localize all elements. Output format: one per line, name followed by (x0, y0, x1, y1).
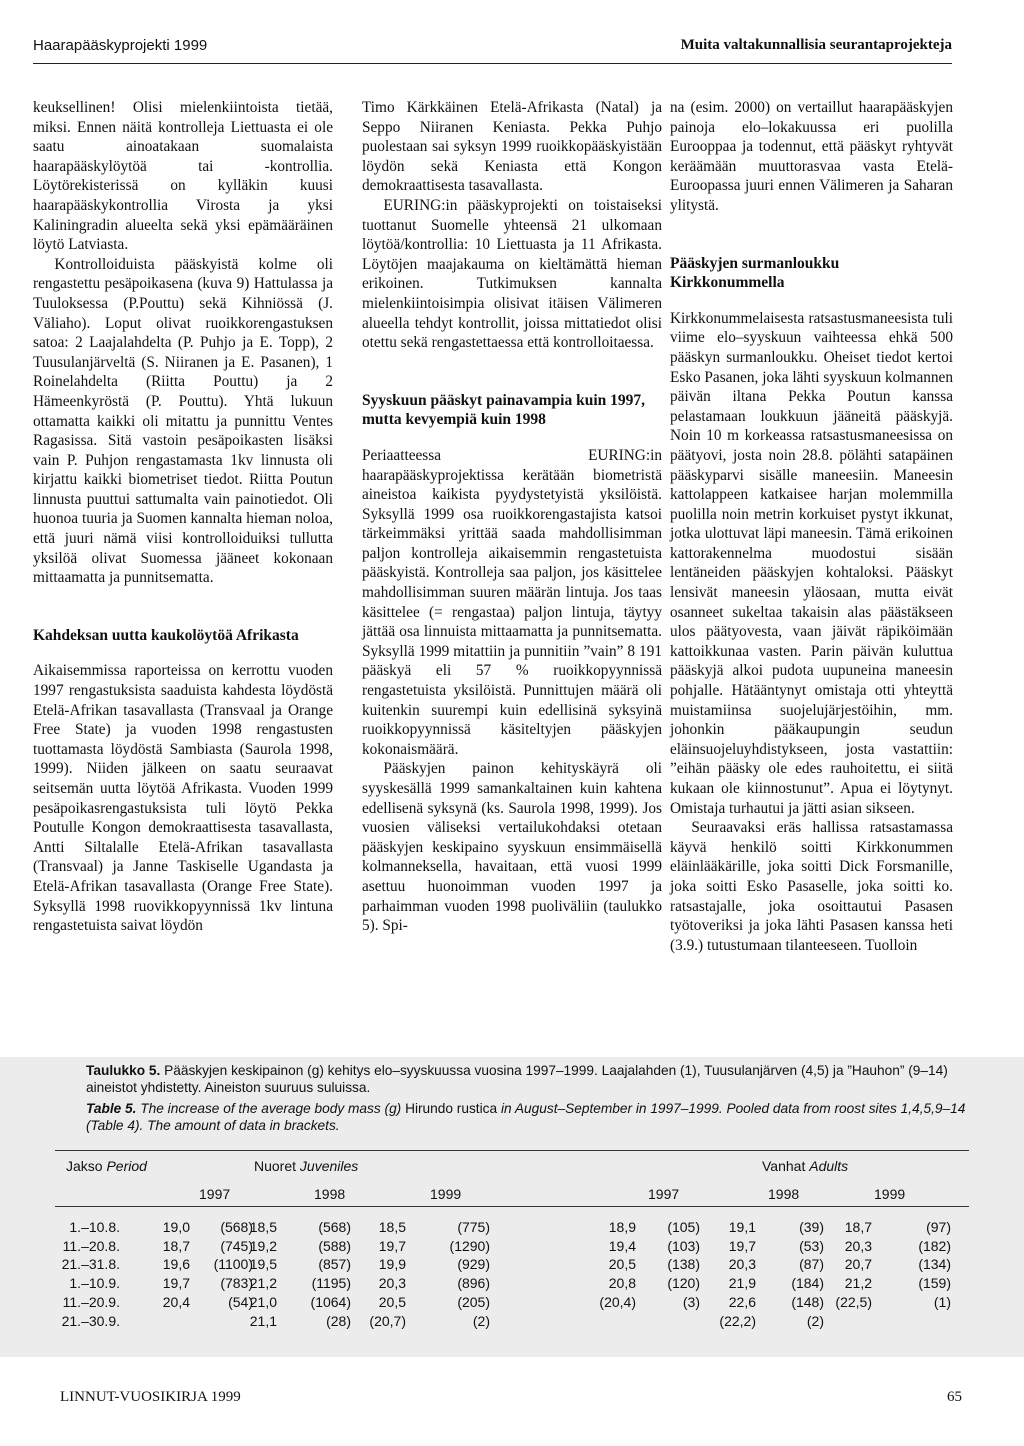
table-cell-count: (87) (799, 1256, 824, 1273)
paragraph: Kirkkonummelaisesta ratsastusmaneesista tuli viime elo–syyskuun vaihteessa ehkä 500 pääskyn surmanloukku. Oheiset tiedot kertoi Esko Pasanen, joka lähti syyskuun kolmannen päivän iltana Pekka Poutun kanssa pelastamaan loukkuun jääneitä pääskyjä. Noin 10 m korkeassa ratsastusmaneesissa on päätyovi, josta noin 28.8. pölähti satapäinen pääskyparvi sisälle maneesiin. Maneesin kattolappeen katkaisee harjan molemmilla puolilla noin metrin korkuiset pystyt ikkunat, jotka ulottuvat läpi maneesin. Tämä erikoinen kattorakennelma muodostui sisään lentäneiden pääskyjen kohtaloksi. Pääskyt lensivät maneesin yläosaan, mutta eivät osanneet sukeltaa takaisin alas päästäkseen ulos päätyovesta, vaan jäivät räpiköimään kattoikkunaa vasten. Parin päivän kuluttua pääskyjä alkoi pudota uupuneina maneesin pohjalle. Hätääntynyt omistaja otti yhteyttä muistamiinsa suojelujärjestöihin, mm. johonkin pääkaupungin seudun eläinsuojeluyhdistykseen, josta vastattiin: ”eihän pääsky ole edes rauhoitettu, ei siitä kukaan ole kiinnostunut”. Apua ei löytynyt. Omistaja turhautui ja jätti asian sikseen. (670, 309, 953, 817)
table-cell-mass: 18,5 (249, 1219, 277, 1235)
table-cell-count: (97) (926, 1219, 951, 1235)
header-year: 1998 (768, 1186, 800, 1202)
text-column-2 (362, 98, 662, 936)
table-cell-mass: 19,7 (728, 1237, 756, 1254)
header-period-fi: Jakso (66, 1158, 103, 1174)
table-cell-mass: 19,0 (162, 1219, 190, 1235)
table-cell-mass: (22,2) (719, 1312, 756, 1329)
text-column-1 (33, 98, 333, 936)
table-cell-count: (857) (318, 1256, 351, 1273)
table-cell-mass: 21,9 (728, 1275, 756, 1292)
table-cell-mass: 21,1 (249, 1312, 277, 1329)
header-year: 1999 (874, 1186, 906, 1202)
table-caption-english (86, 1100, 966, 1134)
table-cell-mass: 19,2 (249, 1237, 277, 1254)
table-cell-count: (929) (457, 1256, 490, 1273)
table-cell-mass: 20,3 (844, 1237, 872, 1254)
table-cell-count: (588) (318, 1237, 351, 1254)
header-juveniles-en: Juveniles (299, 1158, 359, 1174)
header-rule (33, 63, 952, 64)
table-cell-period: 11.–20.9. (62, 1293, 120, 1310)
table-cell-count: (54) (228, 1293, 253, 1310)
table-cell-mass: 18,9 (608, 1219, 636, 1235)
table-cell-count: (775) (457, 1219, 490, 1235)
table-cell-mass: 21,2 (249, 1275, 277, 1292)
running-header-right: Muita valtakunnallisia seurantaprojekteja (680, 37, 952, 53)
table-cell-count: (205) (457, 1293, 490, 1310)
table-cell-mass: 19,4 (608, 1237, 636, 1254)
paragraph: EURING:in pääskyprojekti on toistaiseksi tuottanut Suomelle yhteensä 21 ulkomaan löytöä/kontrollia: 10 Liettuasta ja 11 Afrikasta. Löytöjen maajakauma on kieltämättä hieman erikoinen. Tutkimuksen kannalta mielenkiintoisimpia olisivat itäisen Välimeren alueella tehdyt kontrollit, joissa mittatiedot olisi otettu sekä rengastettaessa että kontrolloitaessa. (362, 196, 662, 352)
header-year: 1999 (430, 1186, 462, 1202)
header-juveniles (254, 1158, 358, 1174)
page-number: 65 (947, 1389, 962, 1405)
table-cell-period: 21.–31.8. (61, 1256, 120, 1273)
table-cell-mass: 20,8 (608, 1275, 636, 1292)
header-year: 1997 (199, 1186, 231, 1202)
table-cell-mass: 18,5 (378, 1219, 406, 1235)
table-cell-mass: 20,3 (728, 1256, 756, 1273)
footer-journal: LINNUT-VUOSIKIRJA 1999 (60, 1389, 241, 1405)
section-heading: Pääskyjen surmanloukku Kirkkonummella (670, 254, 840, 292)
paragraph: Pääskyjen painon kehityskäyrä oli syyskesällä 1999 samankaltainen kuin kahtena edellisenä syksynä (ks. Saurola 1998, 1999). Jos vuosien väliseksi vertailukohdaksi otetaan pääskyjen keskipaino syyskuun ensimmäisellä kolmanneksella, havaitaan, että vuosi 1999 asettuu huonoimman vuoden 1997 ja parhaimman vuoden 1998 puoliväliin (taulukko 5). Spi- (362, 760, 662, 935)
table-cell-count: (105) (667, 1219, 700, 1235)
table-cell-count: (148) (791, 1293, 824, 1310)
table-cell-mass: 21,2 (844, 1275, 872, 1292)
paragraph: na (esim. 2000) on vertaillut haarapääskyjen painoja elo–lokakuussa eri puolilla Eurooppaa ja todennut, että pääskyt ryhtyvät keräämään muuttorasvaa vasta Etelä-Euroopassa juuri ennen Välimeren ja Saharan ylitystä. (670, 99, 953, 214)
header-period (66, 1158, 147, 1174)
text-column-3 (670, 98, 953, 955)
table-cell-period: 11.–20.8. (62, 1237, 120, 1254)
table-cell-period: 1.–10.8. (69, 1219, 120, 1235)
table-cell-count: (2) (806, 1312, 824, 1329)
header-adults-en: Adults (809, 1158, 849, 1174)
table-cell-mass: 19,1 (728, 1219, 756, 1235)
table-cell-mass: 18,7 (162, 1237, 190, 1254)
table-cell-count: (568) (220, 1219, 253, 1235)
table-cell-count: (568) (318, 1219, 351, 1235)
header-period-en: Period (106, 1158, 147, 1174)
table-top-rule (55, 1150, 969, 1151)
table-cell-mass: (20,7) (369, 1312, 406, 1329)
table-cell-mass: 19,6 (162, 1256, 190, 1273)
table-cell-count: (184) (791, 1275, 824, 1292)
table-caption-text: in August–September in 1997–1999. Pooled data from roost sites 1,4,5,9–14 (Table 4). The amount of data in brackets. (86, 1101, 966, 1133)
table-caption-label: Table 5. (86, 1101, 137, 1116)
paragraph: Seuraavaksi eräs hallissa ratsastamassa käyvä henkilö soitti Kirkkonummen eläinlääkärille, joka soitti Dick Forsmanille, joka soitti Esko Pasaselle, joka soitti ko. ratsastajalle, joka osoittautui Pasasen työtoveriksi ja joka lähti Pasasen kanssa heti (3.9.) tutustumaan tilanteeseen. Tuolloin (670, 819, 953, 954)
paragraph: Periaatteessa EURING:in haarapääskyprojektissa kerätään biometristä aineistoa kaikista pyydystetyistä yksilöistä. Syksyllä 1999 osa ruoikkorengastajista katsoi tärkeimmäksi yrittää saada mahdollisimman paljon kontrolleja aikaisemmin rengastetuista pääskyistä. Kontrolleja saa paljon, jos käsittelee mahdollisimman suuren määrän lintuja. Jos taas käsittelee (= rengastaa) paljon lintuja, täytyy jättää osa linnuista mittaamatta ja punnitsematta. Syksyllä 1999 mitattiin ja punnitiin ”vain” 8 191 pääskyä eli 57 % ruoikkopyynnissä rengastetuista yksilöistä. Punnittujen määrä oli kuitenkin suurempi kuin edellisinä syksyinä ruoikkopyynnissä käsiteltyjen pääskyjen kokonaismäärä. (362, 446, 662, 758)
table-cell-mass: 19,5 (249, 1256, 277, 1273)
table-cell-count: (1064) (310, 1293, 351, 1310)
table-cell-mass: (20,4) (599, 1293, 636, 1310)
table-cell-count: (2) (472, 1312, 490, 1329)
table-cell-mass: 19,7 (378, 1237, 406, 1254)
table-cell-mass: (22,5) (835, 1293, 872, 1310)
table-cell-count: (1195) (311, 1275, 351, 1292)
header-year: 1997 (648, 1186, 680, 1202)
table-cell-count: (103) (667, 1237, 700, 1254)
table-caption-text: Pääskyjen keskipainon (g) kehitys elo–syyskuussa vuosina 1997–1999. Laajalahden (1), Tuusulanjärven (4,5) ja ”Hauhon” (9–14) aineistot yhdistetty. Aineiston suuruus suluissa. (86, 1063, 948, 1095)
table-cell-count: (3) (682, 1293, 700, 1310)
table-cell-mass: 22,6 (728, 1293, 756, 1310)
header-year: 1998 (314, 1186, 346, 1202)
header-adults-fi: Vanhat (762, 1158, 806, 1174)
table-cell-count: (53) (799, 1237, 824, 1254)
paragraph: Kontrolloiduista pääskyistä kolme oli rengastettu pesäpoikasena (kuva 9) Hattulassa ja Tuuloksessa (P.Pouttu) sekä Kihniössä (J. Väliaho). Loput olivat ruoikkorengastuksen satoa: 2 Laajalahdelta (P. Puhjo ja E. Topp), 2 Tuusulanjärveltä (S. Niiranen ja E. Pasanen), 1 Roinelahdelta (Riitta Pouttu) ja 2 Hämeenkyröstä (P. Pouttu). Yhtä lukuun ottamatta kaikki oli mitattu ja punnittu Ventes Ragasissa. Sitä vastoin pesäpoikasten lisäksi vain P. Puhjon rengastamasta 1kv linnusta oli kirjattu kaikki biometriset tiedot. Riitta Poutun linnusta puuttui sattumalta vain painotiedot. Oli huonoa tuuria ja Suomen kannalta hieman noloa, että juuri nämä viisi kontrolloiduiksi tullutta yksilöä olivat Suomessa jääneet kokonaan mittaamatta ja punnitsematta. (33, 255, 333, 587)
table-caption-label: Taulukko 5. (86, 1063, 161, 1078)
table-cell-count: (783) (220, 1275, 253, 1292)
table-cell-mass: 19,7 (162, 1275, 190, 1292)
table-cell-count: (1290) (449, 1237, 490, 1254)
table-cell-count: (745) (220, 1237, 253, 1254)
table-cell-count: (138) (667, 1256, 700, 1273)
table-cell-mass: 20,5 (378, 1293, 406, 1310)
header-juveniles-fi: Nuoret (254, 1158, 297, 1174)
table-cell-mass: 20,3 (378, 1275, 406, 1292)
table-cell-count: (39) (799, 1219, 824, 1235)
table-cell-count: (120) (667, 1275, 700, 1292)
table-cell-period: 21.–30.9. (61, 1312, 120, 1329)
table-cell-period: 1.–10.9. (69, 1275, 120, 1292)
table-caption-text: The increase of the average body mass (g) (140, 1101, 402, 1116)
paragraph: Aikaisemmissa raporteissa on kerrottu vuoden 1997 rengastuksista saaduista kahdesta löydöstä Etelä-Afrikan tasavallasta (Transvaal ja Orange Free State) ja vuoden 1998 rengastusten tuottamasta löydöstä Sambiasta (Saurola 1998, 1999). Niiden jälkeen on saatu seuraavat seitsemän uutta löytöä Afrikasta. Vuoden 1999 pesäpoikasrengastuksista tuli löytö Pekka Poutulle Kongon demokraattisesta tasavallasta, Antti Siltalalle Etelä-Afrikan tasavallasta (Transvaal) ja Janne Taskiselle Ugandasta ja Etelä-Afrikan tasavallasta (Orange Free State). Syksyllä 1998 ruovikkopyynnissä 1kv lintuna rengastetuista saivat löydön (33, 662, 333, 935)
table-cell-mass: 20,5 (608, 1256, 636, 1273)
section-heading: Kahdeksan uutta kaukolöytöä Afrikasta (33, 626, 299, 644)
table-cell-mass: 20,7 (844, 1256, 872, 1273)
table-cell-mass: 20,4 (162, 1293, 190, 1310)
table-cell-count: (896) (457, 1275, 490, 1292)
species-name: Hirundo rustica (405, 1101, 498, 1116)
table-cell-count: (28) (326, 1312, 351, 1329)
table-cell-count: (1) (933, 1293, 951, 1310)
header-adults (762, 1158, 848, 1174)
paragraph: Timo Kärkkäinen Etelä-Afrikasta (Natal) ja Seppo Niiranen Keniasta. Pekka Puhjo puolestaan sai syksyn 1999 ruoikkopääskyistään löydön sekä Keniasta että Kongon demokraattisesta tasavallasta. (362, 99, 662, 195)
table-cell-count: (182) (918, 1237, 951, 1254)
table-cell-count: (1100) (213, 1256, 253, 1273)
table-caption-finnish (86, 1062, 966, 1096)
running-header-left: Haarapääskyprojekti 1999 (33, 37, 208, 54)
table-cell-count: (134) (918, 1256, 951, 1273)
table-cell-count: (159) (918, 1275, 951, 1292)
table-header-rule (55, 1206, 969, 1207)
table-cell-mass: 18,7 (844, 1219, 872, 1235)
paragraph: keuksellinen! Olisi mielenkiintoista tietää, miksi. Ennen näitä kontrolleja Liettuasta ei ole saatu ainoatakaan suomalaista haarapääskylöytöä tai -kontrollia. Löytörekisterissä on kylläkin kuusi haarapääskykontrollia Virosta ja yksi Kaliningradin alueelta sekä yksi epämääräinen löytö Latviasta. (33, 99, 333, 254)
section-heading: Syyskuun pääskyt painavampia kuin 1997, mutta kevyempiä kuin 1998 (362, 391, 645, 429)
table-cell-mass: 19,9 (378, 1256, 406, 1273)
table-cell-mass: 21,0 (249, 1293, 277, 1310)
